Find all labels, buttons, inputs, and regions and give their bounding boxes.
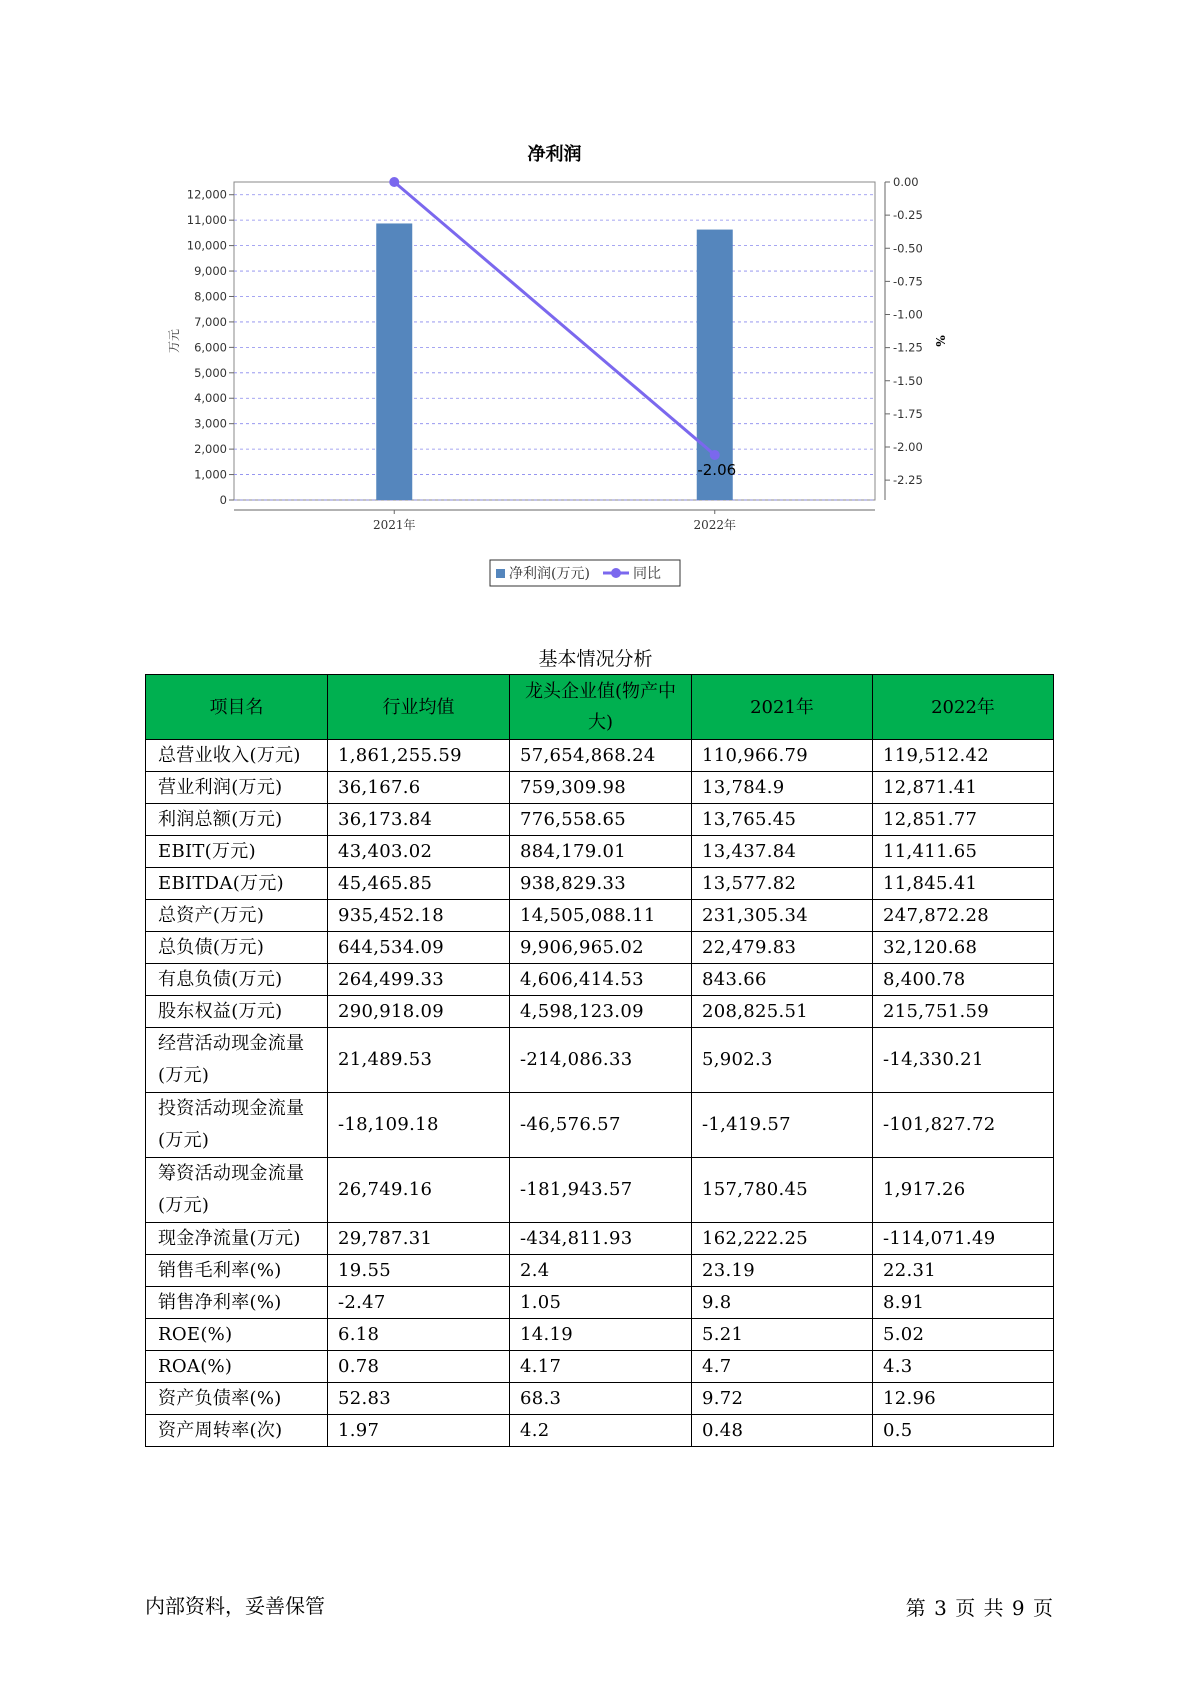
row-label-cell: 经营活动现金流量(万元) xyxy=(146,1028,328,1093)
row-value-cell: 215,751.59 xyxy=(873,996,1054,1028)
row-value-cell: -2.47 xyxy=(328,1287,510,1319)
row-value-cell: 45,465.85 xyxy=(328,868,510,900)
row-value-cell: 644,534.09 xyxy=(328,932,510,964)
row-value-cell: 264,499.33 xyxy=(328,964,510,996)
row-value-cell: 119,512.42 xyxy=(873,740,1054,772)
table-row xyxy=(146,1383,1054,1415)
table-row xyxy=(146,1255,1054,1287)
row-label-cell: 总资产(万元) xyxy=(146,900,328,932)
row-label-cell: 销售毛利率(%) xyxy=(146,1255,328,1287)
left-tick-label: 7,000 xyxy=(194,314,227,329)
row-value-cell: 29,787.31 xyxy=(328,1223,510,1255)
row-label-cell: 有息负债(万元) xyxy=(146,964,328,996)
table-row xyxy=(146,836,1054,868)
row-value-cell: 13,765.45 xyxy=(692,804,873,836)
row-label-cell: 资产负债率(%) xyxy=(146,1383,328,1415)
row-value-cell: 938,829.33 xyxy=(510,868,692,900)
row-label-cell: ROE(%) xyxy=(146,1319,328,1351)
left-tick-label: 12,000 xyxy=(186,187,227,202)
row-value-cell: 8,400.78 xyxy=(873,964,1054,996)
legend-swatch-bar xyxy=(496,569,505,578)
row-value-cell: 935,452.18 xyxy=(328,900,510,932)
left-tick-label: 5,000 xyxy=(194,365,227,380)
row-label-cell: 总负债(万元) xyxy=(146,932,328,964)
row-value-cell: -181,943.57 xyxy=(510,1158,692,1223)
row-value-cell: 4.17 xyxy=(510,1351,692,1383)
table-row xyxy=(146,1287,1054,1319)
row-value-cell: 43,403.02 xyxy=(328,836,510,868)
right-tick-label: -0.75 xyxy=(893,274,923,289)
row-label-cell: 总营业收入(万元) xyxy=(146,740,328,772)
row-value-cell: 4.2 xyxy=(510,1415,692,1447)
table-body xyxy=(146,740,1054,1447)
row-value-cell: 11,411.65 xyxy=(873,836,1054,868)
data-label-yoy: -2.06 xyxy=(697,460,737,479)
row-value-cell: 22,479.83 xyxy=(692,932,873,964)
footer-page-number: 第 3 页 共 9 页 xyxy=(905,1596,1053,1620)
row-value-cell: -14,330.21 xyxy=(873,1028,1054,1093)
row-value-cell: 4,606,414.53 xyxy=(510,964,692,996)
row-value-cell: 36,167.6 xyxy=(328,772,510,804)
header-industry-avg: 行业均值 xyxy=(328,675,510,740)
row-label-cell: 资产周转率(次) xyxy=(146,1415,328,1447)
table-row xyxy=(146,1028,1054,1093)
table-row xyxy=(146,804,1054,836)
table-row xyxy=(146,772,1054,804)
row-value-cell: 0.5 xyxy=(873,1415,1054,1447)
legend-label-bar: 净利润(万元) xyxy=(509,566,590,582)
header-item-name: 项目名 xyxy=(146,675,328,740)
row-label-cell: 销售净利率(%) xyxy=(146,1287,328,1319)
right-tick-label: 0.00 xyxy=(893,175,919,189)
row-value-cell: 5,902.3 xyxy=(692,1028,873,1093)
row-value-cell: 14.19 xyxy=(510,1319,692,1351)
left-tick-label: 2,000 xyxy=(194,442,227,457)
row-value-cell: -101,827.72 xyxy=(873,1093,1054,1158)
row-value-cell: 1,917.26 xyxy=(873,1158,1054,1223)
row-value-cell: 5.02 xyxy=(873,1319,1054,1351)
row-label-cell: 筹资活动现金流量(万元) xyxy=(146,1158,328,1223)
row-value-cell: 1.97 xyxy=(328,1415,510,1447)
row-value-cell: -46,576.57 xyxy=(510,1093,692,1158)
table-row xyxy=(146,964,1054,996)
row-label-cell: 利润总额(万元) xyxy=(146,804,328,836)
right-tick-label: -1.75 xyxy=(893,406,923,421)
row-value-cell: 14,505,088.11 xyxy=(510,900,692,932)
row-value-cell: 843.66 xyxy=(692,964,873,996)
row-value-cell: 208,825.51 xyxy=(692,996,873,1028)
row-value-cell: 9.8 xyxy=(692,1287,873,1319)
row-value-cell: 1.05 xyxy=(510,1287,692,1319)
header-2022: 2022年 xyxy=(873,675,1054,740)
right-tick-label: -1.00 xyxy=(893,307,923,322)
row-value-cell: 19.55 xyxy=(328,1255,510,1287)
x-tick-label: 2022年 xyxy=(693,518,737,532)
legend-swatch-point xyxy=(611,568,621,578)
row-value-cell: 0.48 xyxy=(692,1415,873,1447)
row-value-cell: -114,071.49 xyxy=(873,1223,1054,1255)
right-tick-label: -1.50 xyxy=(893,373,923,388)
row-value-cell: 0.78 xyxy=(328,1351,510,1383)
right-tick-label: -2.25 xyxy=(893,473,923,488)
plot-area xyxy=(234,182,875,500)
row-value-cell: 32,120.68 xyxy=(873,932,1054,964)
row-value-cell: 2.4 xyxy=(510,1255,692,1287)
table-row xyxy=(146,1158,1054,1223)
right-tick-label: -2.00 xyxy=(893,440,923,454)
left-axis-title: 万元 xyxy=(167,328,181,354)
left-tick-label: 6,000 xyxy=(194,340,227,355)
row-value-cell: -18,109.18 xyxy=(328,1093,510,1158)
header-leader-value: 龙头企业值(物产中大) xyxy=(510,675,692,740)
row-value-cell: 4.3 xyxy=(873,1351,1054,1383)
row-value-cell: 4,598,123.09 xyxy=(510,996,692,1028)
right-tick-label: -1.25 xyxy=(893,340,923,355)
x-tick-label: 2021年 xyxy=(372,518,416,532)
table-row xyxy=(146,1223,1054,1255)
table-row xyxy=(146,1351,1054,1383)
row-value-cell: -214,086.33 xyxy=(510,1028,692,1093)
row-value-cell: 12.96 xyxy=(873,1383,1054,1415)
row-value-cell: 247,872.28 xyxy=(873,900,1054,932)
row-value-cell: 1,861,255.59 xyxy=(328,740,510,772)
row-value-cell: -434,811.93 xyxy=(510,1223,692,1255)
row-value-cell: 12,851.77 xyxy=(873,804,1054,836)
table-header-row xyxy=(146,675,1054,740)
footer-confidential-note: 内部资料，妥善保管 xyxy=(145,1594,325,1618)
line-yoy xyxy=(394,182,715,455)
net-profit-chart-svg xyxy=(160,140,1040,590)
row-value-cell: 12,871.41 xyxy=(873,772,1054,804)
left-tick-label: 4,000 xyxy=(194,391,227,406)
row-value-cell: 11,845.41 xyxy=(873,868,1054,900)
bar-net-profit xyxy=(376,223,412,500)
row-value-cell: 231,305.34 xyxy=(692,900,873,932)
row-label-cell: 投资活动现金流量(万元) xyxy=(146,1093,328,1158)
point-yoy xyxy=(389,177,399,187)
table-row xyxy=(146,932,1054,964)
row-value-cell: 5.21 xyxy=(692,1319,873,1351)
point-yoy xyxy=(710,450,720,460)
row-value-cell: 13,437.84 xyxy=(692,836,873,868)
row-value-cell: 36,173.84 xyxy=(328,804,510,836)
row-value-cell: 26,749.16 xyxy=(328,1158,510,1223)
table-title: 基本情况分析 xyxy=(538,648,653,670)
table-row xyxy=(146,740,1054,772)
left-tick-label: 8,000 xyxy=(194,289,227,304)
table-row xyxy=(146,1093,1054,1158)
row-value-cell: 23.19 xyxy=(692,1255,873,1287)
table-row xyxy=(146,900,1054,932)
row-value-cell: 8.91 xyxy=(873,1287,1054,1319)
table-row xyxy=(146,1319,1054,1351)
row-value-cell: 9.72 xyxy=(692,1383,873,1415)
table-row xyxy=(146,996,1054,1028)
row-label-cell: 营业利润(万元) xyxy=(146,772,328,804)
net-profit-chart xyxy=(160,140,1040,590)
row-value-cell: 884,179.01 xyxy=(510,836,692,868)
row-value-cell: 52.83 xyxy=(328,1383,510,1415)
row-label-cell: 现金净流量(万元) xyxy=(146,1223,328,1255)
left-tick-label: 0 xyxy=(219,493,227,507)
row-value-cell: -1,419.57 xyxy=(692,1093,873,1158)
left-tick-label: 9,000 xyxy=(194,264,227,279)
table-row xyxy=(146,868,1054,900)
row-value-cell: 57,654,868.24 xyxy=(510,740,692,772)
row-value-cell: 13,577.82 xyxy=(692,868,873,900)
row-value-cell: 776,558.65 xyxy=(510,804,692,836)
left-tick-label: 11,000 xyxy=(186,213,227,228)
left-tick-label: 10,000 xyxy=(186,238,227,253)
row-value-cell: 157,780.45 xyxy=(692,1158,873,1223)
row-value-cell: 110,966.79 xyxy=(692,740,873,772)
basic-analysis-table xyxy=(145,674,1054,1447)
row-label-cell: 股东权益(万元) xyxy=(146,996,328,1028)
row-value-cell: 4.7 xyxy=(692,1351,873,1383)
right-tick-label: -0.25 xyxy=(893,208,923,223)
left-tick-label: 1,000 xyxy=(194,467,227,482)
row-value-cell: 22.31 xyxy=(873,1255,1054,1287)
row-value-cell: 6.18 xyxy=(328,1319,510,1351)
row-value-cell: 162,222.25 xyxy=(692,1223,873,1255)
header-2021: 2021年 xyxy=(692,675,873,740)
legend-label-line: 同比 xyxy=(633,566,661,582)
row-value-cell: 290,918.09 xyxy=(328,996,510,1028)
left-tick-label: 3,000 xyxy=(194,416,227,431)
row-label-cell: EBIT(万元) xyxy=(146,836,328,868)
row-value-cell: 13,784.9 xyxy=(692,772,873,804)
row-label-cell: EBITDA(万元) xyxy=(146,868,328,900)
right-tick-label: -0.50 xyxy=(893,241,923,256)
row-value-cell: 68.3 xyxy=(510,1383,692,1415)
chart-title: 净利润 xyxy=(527,144,582,165)
right-axis-title: % xyxy=(933,335,947,347)
row-label-cell: ROA(%) xyxy=(146,1351,328,1383)
row-value-cell: 9,906,965.02 xyxy=(510,932,692,964)
row-value-cell: 759,309.98 xyxy=(510,772,692,804)
row-value-cell: 21,489.53 xyxy=(328,1028,510,1093)
table-row xyxy=(146,1415,1054,1447)
